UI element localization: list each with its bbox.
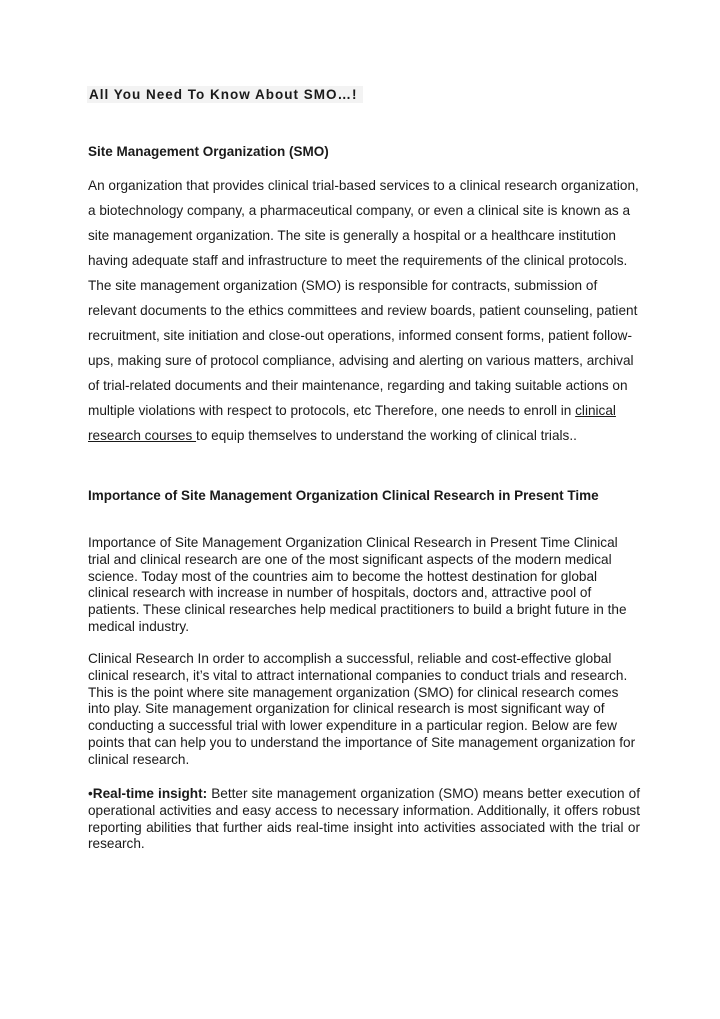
bullet-real-time-insight: [88, 786, 640, 853]
smo-description-tail: to equip themselves to understand the working of clinical trials..: [196, 428, 577, 443]
section-heading-smo: Site Management Organization (SMO): [88, 144, 329, 159]
section-heading-importance: Importance of Site Management Organization Clinical Research in Present Time: [88, 488, 599, 503]
smo-description-paragraph: [88, 173, 640, 448]
clinical-research-paragraph: Clinical Research In order to accomplish a successful, reliable and cost-effective global clinical research, it’s vital to attract international companies to conduct trials and research. This is the point where site management organization (SMO) for clinical research comes into play. Site management organization for clinical research is most significant way of conducting a successful trial with lower expenditure in a particular region. Below are few points that can help you to understand the importance of Site management organization for clinical research.: [88, 651, 636, 767]
bullet-label: Real-time insight:: [92, 786, 208, 801]
bullet-icon: •: [88, 786, 93, 801]
importance-paragraph: Importance of Site Management Organization Clinical Research in Present Time Clinical trial and clinical research are one of the most significant aspects of the modern medical science. Today most of the countries aim to become the hottest destination for global clinical research with increase in number of hospitals, doctors and, attractive pool of patients. These clinical researches help medical practitioners to build a bright future in the medical industry.: [88, 535, 627, 634]
bullet-text: Better site management organization (SMO) means better execution of operational activities and easy access to necessary information. Additionally, it offers robust reporting abilities that further aids real-time insight into activities associated with the trial or research.: [88, 786, 640, 852]
clinical-research-courses-link[interactable]: clinical research courses: [88, 403, 616, 443]
smo-description-text: An organization that provides clinical trial-based services to a clinical research organization, a biotechnology company, a pharmaceutical company, or even a clinical site is known as a site management organization. The site is generally a hospital or a healthcare institution having adequate staff and infrastructure to meet the requirements of the clinical protocols. The site management organization (SMO) is responsible for contracts, submission of relevant documents to the ethics committees and review boards, patient counseling, patient recruitment, site initiation and close-out operations, informed consent forms, patient follow-ups, making sure of protocol compliance, advising and alerting on various matters, archival of trial-related documents and their maintenance, regarding and taking suitable actions on multiple violations with respect to protocols, etc Therefore, one needs to enroll in: [88, 178, 639, 418]
page-title: All You Need To Know About SMO…!: [87, 86, 363, 103]
